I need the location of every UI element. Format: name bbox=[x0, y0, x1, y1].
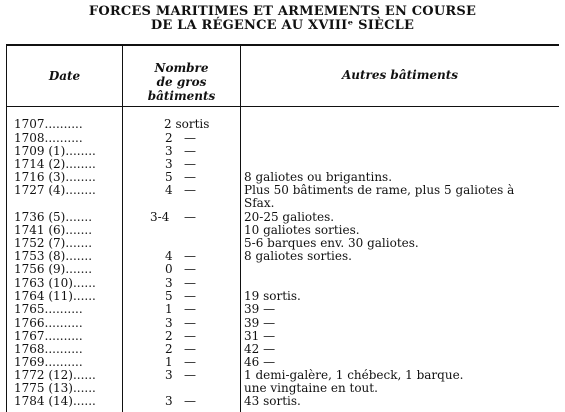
row-date: 1772 (12)...... bbox=[14, 368, 96, 382]
row-nombre: 3 bbox=[165, 394, 173, 408]
row-nombre: 3-4 bbox=[150, 210, 170, 224]
row-autres: 20-25 galiotes. bbox=[244, 210, 335, 224]
row-nombre: 1 bbox=[165, 302, 173, 316]
row-nombre: 2 bbox=[165, 131, 173, 145]
row-dash: — bbox=[184, 210, 196, 224]
row-date: 1741 (6)....... bbox=[14, 223, 93, 237]
row-dash: — bbox=[184, 157, 196, 171]
row-date: 1716 (3)........ bbox=[14, 170, 96, 184]
row-date: 1736 (5)....... bbox=[14, 210, 93, 224]
row-date: 1714 (2)........ bbox=[14, 157, 96, 171]
row-date: 1707.......... bbox=[14, 117, 83, 131]
row-dash: — bbox=[184, 394, 196, 408]
table-title-line-1: FORCES MARITIMES ET ARMEMENTS EN COURSE bbox=[88, 4, 477, 19]
row-nombre: 5 bbox=[165, 170, 173, 184]
row-date: 1708.......... bbox=[14, 131, 83, 145]
row-dash: — bbox=[184, 262, 196, 276]
row-autres: 8 galiotes sorties. bbox=[244, 249, 352, 263]
row-nombre: 4 bbox=[165, 183, 173, 197]
row-autres: 43 sortis. bbox=[244, 394, 301, 408]
row-autres: 31 — bbox=[244, 329, 276, 343]
row-date: 1709 (1)........ bbox=[14, 144, 96, 158]
row-date: 1766.......... bbox=[14, 316, 83, 330]
row-nombre: 1 bbox=[165, 355, 173, 369]
header-bottom-rule bbox=[6, 106, 559, 107]
row-autres: Plus 50 bâtiments de rame, plus 5 galiotes à bbox=[244, 183, 515, 197]
row-autres: 10 galiotes sorties. bbox=[244, 223, 360, 237]
header-autres: Autres bâtiments bbox=[341, 68, 459, 82]
row-nombre: 3 bbox=[165, 276, 173, 290]
row-date: 1765.......... bbox=[14, 302, 83, 316]
row-dash: — bbox=[184, 368, 196, 382]
row-autres: 46 — bbox=[244, 355, 276, 369]
left-border bbox=[6, 44, 7, 412]
row-autres: une vingtaine en tout. bbox=[244, 381, 378, 395]
row-dash: — bbox=[184, 276, 196, 290]
row-nombre: 2 bbox=[165, 329, 173, 343]
row-dash: — bbox=[184, 249, 196, 263]
row-date: 1767.......... bbox=[14, 329, 83, 343]
row-autres: 42 — bbox=[244, 342, 276, 356]
row-autres: Sfax. bbox=[244, 196, 275, 210]
row-autres: 19 sortis. bbox=[244, 289, 301, 303]
row-nombre: 2 bbox=[165, 342, 173, 356]
row-date: 1769.......... bbox=[14, 355, 83, 369]
row-dash: — bbox=[184, 170, 196, 184]
row-autres: 39 — bbox=[244, 302, 276, 316]
row-nombre: 3 bbox=[165, 368, 173, 382]
header-date: Date bbox=[48, 69, 81, 83]
row-date: 1775 (13)...... bbox=[14, 381, 96, 395]
row-nombre: 5 bbox=[165, 289, 173, 303]
row-dash: — bbox=[184, 289, 196, 303]
row-date: 1727 (4)........ bbox=[14, 183, 96, 197]
row-nombre: 3 bbox=[165, 157, 173, 171]
table-top-rule bbox=[6, 44, 559, 46]
row-dash: — bbox=[184, 302, 196, 316]
row-dash: — bbox=[184, 183, 196, 197]
row-autres: 8 galiotes ou brigantins. bbox=[244, 170, 393, 184]
row-dash: — bbox=[184, 316, 196, 330]
row-dash: — bbox=[184, 355, 196, 369]
row-date: 1753 (8)....... bbox=[14, 249, 93, 263]
row-dash: — bbox=[184, 329, 196, 343]
row-nombre: 0 bbox=[165, 262, 173, 276]
header-nombre-line-2: de gros bâtiments bbox=[147, 75, 216, 103]
row-nombre: 4 bbox=[165, 249, 173, 263]
row-nombre: 3 bbox=[165, 144, 173, 158]
row-autres: 39 — bbox=[244, 316, 276, 330]
row-date: 1764 (11)...... bbox=[14, 289, 96, 303]
row-autres: 5-6 barques env. 30 galiotes. bbox=[244, 236, 419, 250]
header-nombre-line-1: Nombre bbox=[154, 61, 209, 75]
row-date: 1752 (7)....... bbox=[14, 236, 93, 250]
row-dash: — bbox=[184, 131, 196, 145]
row-nombre: 2 sortis bbox=[164, 117, 210, 131]
column-divider-2 bbox=[240, 44, 241, 412]
row-date: 1756 (9)....... bbox=[14, 262, 93, 276]
row-autres: 1 demi-galère, 1 chébeck, 1 barque. bbox=[244, 368, 464, 382]
row-nombre: 3 bbox=[165, 316, 173, 330]
row-date: 1784 (14)...... bbox=[14, 394, 96, 408]
row-date: 1763 (10)...... bbox=[14, 276, 96, 290]
row-dash: — bbox=[184, 342, 196, 356]
table-title-line-2: DE LA RÉGENCE AU XVIIIᵉ SIÈCLE bbox=[150, 18, 415, 33]
row-dash: — bbox=[184, 144, 196, 158]
row-date: 1768.......... bbox=[14, 342, 83, 356]
